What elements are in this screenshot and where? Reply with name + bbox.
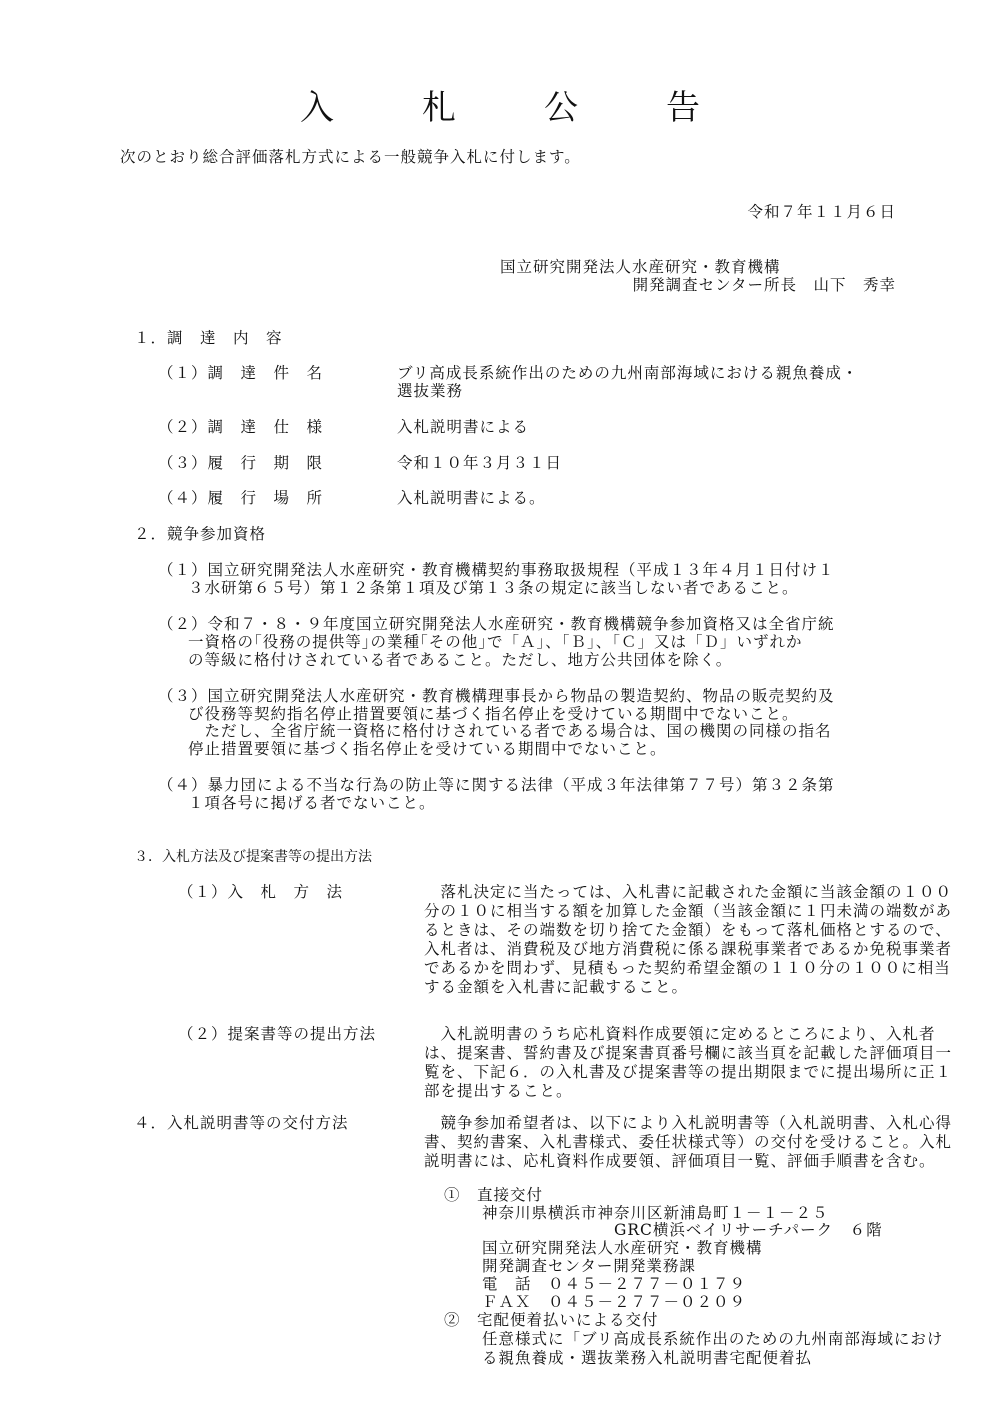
sec1-item-value: 入札説明書による。: [397, 489, 546, 507]
sec2-item-line: ただし、全省庁統一資格に格付けされている者である場合は、国の機関の同様の指名: [188, 722, 832, 740]
title-char: 告: [666, 88, 700, 128]
issuer-title-name: 開発調査センター所長 山下 秀幸: [632, 276, 896, 294]
sec2-item-line: 停止措置要領に基づく指名停止を受けている期間中でないこと。: [188, 740, 667, 758]
title-char: 入: [300, 88, 334, 128]
section4-heading: ４．入札説明書等の交付方法: [134, 1114, 349, 1132]
direct-org: 国立研究開発法人水産研究・教育機構: [482, 1239, 763, 1257]
sec2-item-line: （４）暴力団による不当な行為の防止等に関する法律（平成３年法律第７７号）第３２条第: [158, 776, 835, 794]
intro-text: 次のとおり総合評価落札方式による一般競争入札に付します。: [120, 148, 581, 166]
courier-delivery-text: 任意様式に「ブリ高成長系統作出のための九州南部海域における親魚養成・選抜業務入札説明書宅配便着払: [482, 1330, 944, 1367]
sec3-item-label: （２）提案書等の提出方法: [178, 1025, 377, 1043]
sec3-item-text: 入札説明書のうち応札資料作成要領に定めるところにより、入札者は、提案書、誓約書及び提案書頁番号欄に該当頁を記載した評価項目一覧を、下記６．の入札書及び提案書等の提出期限までに提出場所に正１部を提出すること。: [424, 1025, 953, 1100]
sec3-item-label: （１）入 札 方 法: [178, 883, 344, 901]
sec2-item-line: の等級に格付けされている者であること。ただし、地方公共団体を除く。: [188, 651, 733, 669]
direct-address: 神奈川県横浜市神奈川区新浦島町１－１－２５: [482, 1204, 829, 1222]
section2-heading: ２．競争参加資格: [134, 525, 267, 543]
sec1-item-label: （３）履 行 期 限: [158, 454, 324, 472]
sec1-item-value: 入札説明書による: [397, 418, 530, 436]
sec1-item-label: （４）履 行 場 所: [158, 489, 324, 507]
title-char: 公: [544, 88, 578, 128]
direct-dept: 開発調査センター開発業務課: [482, 1257, 696, 1275]
courier-delivery-label: ② 宅配便着払いによる交付: [444, 1311, 659, 1329]
section1-heading: １．調 達 内 容: [134, 329, 283, 347]
sec1-item-label: （１）調 達 件 名: [158, 364, 324, 382]
sec1-item-label: （２）調 達 仕 様: [158, 418, 324, 436]
sec2-item-line: １項各号に掲げる者でないこと。: [188, 794, 436, 812]
sec1-item-value-cont: 選抜業務: [397, 382, 464, 400]
sec2-item-line: ３水研第６５号）第１２条第１項及び第１３条の規定に該当しない者であること。: [188, 579, 799, 597]
sec2-item-line: （１）国立研究開発法人水産研究・教育機構契約事務取扱規程（平成１３年４月１日付け１: [158, 561, 835, 579]
issuer-org: 国立研究開発法人水産研究・教育機構: [500, 258, 781, 276]
direct-building: GRC横浜ベイリサーチパーク ６階: [614, 1221, 883, 1239]
direct-delivery-label: ① 直接交付: [444, 1186, 544, 1204]
sec3-item-text: 落札決定に当たっては、入札書に記載された金額に当該金額の１００分の１０に相当する額を加算した金額（当該金額に１円未満の端数があるときは、その端数を切り捨てた金額）をもって落札価格とするので、入札者は、消費税及び地方消費税に係る課税事業者であるか免税事業者であるかを問わず、見積もった契約希望金額の１１０分の１００に相当する金額を入札書に記載すること。: [424, 883, 953, 996]
sec4-text: 競争参加希望者は、以下により入札説明書等（入札説明書、入札心得書、契約書案、入札書様式、委任状様式等）の交付を受けること。入札説明書には、応札資料作成要領、評価項目一覧、評価手順書を含む。: [424, 1114, 953, 1170]
direct-fax: ＦＡＸ ０４５－２７７－０２０９: [482, 1293, 747, 1311]
section3-heading: ３．入札方法及び提案書等の提出方法: [134, 849, 372, 865]
document-title: [0, 80, 1000, 129]
title-char: 札: [422, 88, 456, 128]
notice-date: 令和７年１１月６日: [747, 203, 896, 221]
sec2-item-line: （３）国立研究開発法人水産研究・教育機構理事長から物品の製造契約、物品の販売契約及: [158, 687, 835, 705]
sec2-item-line: び役務等契約指名停止措置要領に基づく指名停止を受けている期間中でないこと。: [188, 705, 799, 723]
direct-tel: 電 話 ０４５－２７７－０１７９: [482, 1275, 747, 1293]
sec1-item-value: 令和１０年３月３１日: [397, 454, 563, 472]
sec2-item-line: （２）令和７・８・９年度国立研究開発法人水産研究・教育機構競争参加資格又は全省庁統: [158, 615, 835, 633]
sec2-item-line: 一資格の｢役務の提供等｣の業種｢その他｣で「Ａ」、「Ｂ」、「Ｃ」又は「Ｄ」いずれか: [188, 633, 803, 651]
sec1-item-value: ブリ高成長系統作出のための九州南部海域における親魚養成・: [397, 364, 859, 382]
